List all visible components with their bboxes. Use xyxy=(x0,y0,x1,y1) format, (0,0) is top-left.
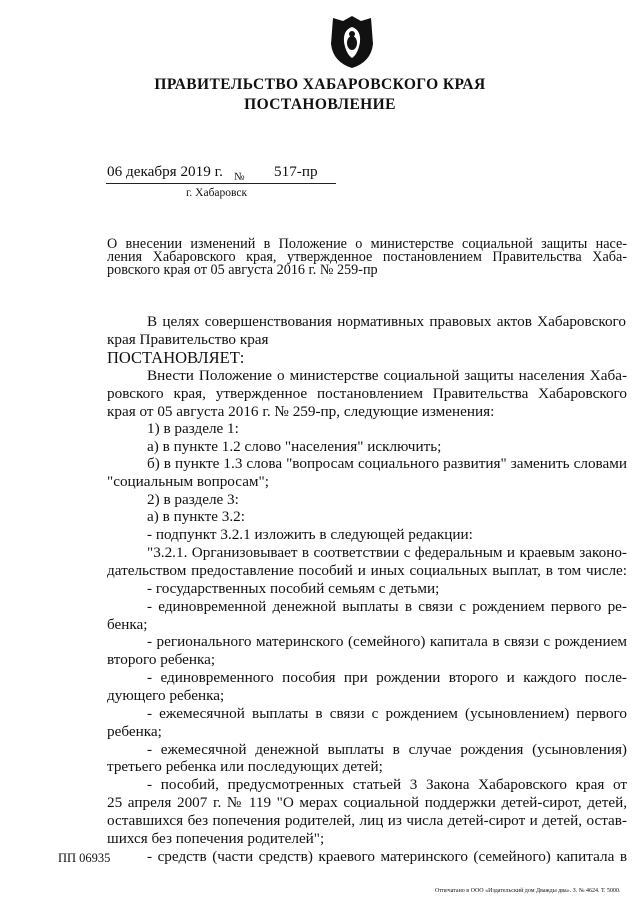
body-line: - ежемесячной денежной выплаты в случае рождения (усыновления) xyxy=(147,741,627,758)
body-line: - государственных пособий семьям с детьми; xyxy=(147,580,440,597)
subject-line: ления Хабаровского края, утвержденное постановлением Правительства Хаба- xyxy=(107,249,627,265)
body-line: - единовременной денежной выплаты в связи с рождением первого ре- xyxy=(147,598,627,615)
number-sign: № xyxy=(234,171,245,183)
body-line: - единовременного пособия при рождении второго и каждого после- xyxy=(147,669,627,686)
document-type: ПОСТАНОВЛЕНИЕ xyxy=(244,96,396,113)
body-line: - регионального материнского (семейного) капитала в связи с рождением xyxy=(147,633,627,650)
body-line: б) в пункте 1.3 слова "вопросам социального развития" заменить словами xyxy=(147,455,627,472)
document-code: ПП 06935 xyxy=(58,851,111,865)
document-date: 06 декабря 2019 г. xyxy=(107,163,223,180)
body-line: В целях совершенствования нормативных правовых актов Хабаровского xyxy=(147,313,626,330)
body-line: дательством предоставление пособий и иных социальных выплат, в том числе: xyxy=(107,562,627,579)
body-line: - средств (части средств) краевого материнского (семейного) капитала в xyxy=(147,848,627,865)
coat-of-arms-emblem xyxy=(327,14,377,70)
body-line: 1) в разделе 1: xyxy=(147,420,239,437)
body-line: - ежемесячной выплаты в связи с рождением (усыновлением) первого xyxy=(147,705,627,722)
body-line: оставшихся без попечения родителей, лиц из числа детей-сирот и детей, остав- xyxy=(107,812,627,829)
body-line: 25 апреля 2007 г. № 119 "О мерах социальной поддержки детей-сирот, детей, xyxy=(107,794,627,811)
body-line: Внести Положение о министерстве социальной защиты населения Хаба- xyxy=(147,367,627,384)
body-line: - подпункт 3.2.1 изложить в следующей редакции: xyxy=(147,526,473,543)
body-line: бенка; xyxy=(107,616,148,633)
body-line: "социальным вопросам"; xyxy=(107,473,269,490)
body-line: ребенка; xyxy=(107,723,162,740)
body-line: края от 05 августа 2016 г. № 259-пр, следующие изменения: xyxy=(107,403,495,420)
body-line: "3.2.1. Организовывает в соответствии с федеральным и краевым законо- xyxy=(147,544,627,561)
body-line: а) в пункте 1.2 слово "населения" исключить; xyxy=(147,438,442,455)
date-underline xyxy=(106,183,336,184)
body-line: края Правительство края xyxy=(107,331,269,348)
body-line: 2) в разделе 3: xyxy=(147,491,239,508)
printer-imprint: Отпечатано в ООО «Издательский дом Дважды два». З. № 4624. Т. 5000. xyxy=(435,888,621,894)
body-line: - пособий, предусмотренных статьей 3 Закона Хабаровского края от xyxy=(147,776,627,793)
subject-line: О внесении изменений в Положение о министерстве социальной защиты насе- xyxy=(107,236,627,252)
body-line: третьего ребенка или последующих детей; xyxy=(107,758,383,775)
document-number: 517-пр xyxy=(274,163,318,180)
resolves-heading: ПОСТАНОВЛЯЕТ: xyxy=(107,348,245,367)
body-line: второго ребенка; xyxy=(107,651,216,668)
document-city: г. Хабаровск xyxy=(186,187,248,199)
organization-name: ПРАВИТЕЛЬСТВО ХАБАРОВСКОГО КРАЯ xyxy=(154,76,486,93)
body-line: а) в пункте 3.2: xyxy=(147,508,245,525)
body-line: ровского края, утвержденное постановлением Правительства Хабаровского xyxy=(107,385,627,402)
body-line: дующего ребенка; xyxy=(107,687,225,704)
subject-line: ровского края от 05 августа 2016 г. № 259-пр xyxy=(107,262,378,278)
body-line: шихся без попечения родителей"; xyxy=(107,830,325,847)
